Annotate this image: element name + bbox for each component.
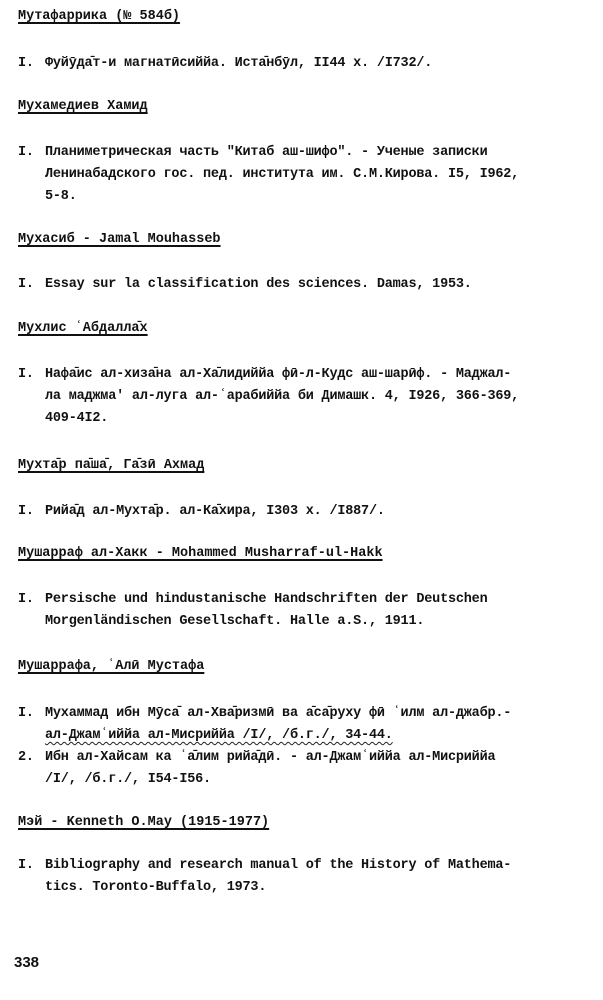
entry-line: 409-4I2. bbox=[45, 411, 109, 426]
author-heading-mukhtar: Мухта̄р па̄ша̄, Га̄зӣ Ахмад bbox=[18, 458, 205, 473]
entry-line: 5-8. bbox=[45, 189, 77, 204]
entry-line-underlined: ал-Джамʿиййа ал-Мисриййа /I/, /б.г./, 34-44. bbox=[45, 728, 393, 743]
entry-number: I. bbox=[18, 145, 34, 160]
author-heading-musharrafa: Мушаррафа, ʿАлӣ Мустафа bbox=[18, 659, 205, 674]
author-heading-musharraf: Мушарраф ал-Хакк - Mohammed Musharraf-ul-Hakk bbox=[18, 546, 383, 561]
author-heading-mukhlis: Мухлис ʿАбдалла̄х bbox=[18, 321, 148, 336]
entry-line: Нафа̄ис ал-хиза̄на ал-Ха̄лидиййа фӣ-л-Кудс аш-шарӣф. - Маджал- bbox=[45, 367, 512, 382]
entry-number: 2. bbox=[18, 750, 34, 765]
entry-number: I. bbox=[18, 277, 34, 292]
entry-line: ла маджма' ал-луга ал-ʿарабиййа би Димашк. 4, I926, 366-369, bbox=[45, 389, 520, 404]
entry-number: I. bbox=[18, 367, 34, 382]
entry-line: Ибн ал-Хайсам ка ʿа̄лим рийа̄дӣ. - ал-Джамʿиййа ал-Мисриййа bbox=[45, 750, 496, 765]
author-heading-may: Мэй - Kenneth O.May (1915-1977) bbox=[18, 815, 270, 830]
entry-number: I. bbox=[18, 706, 34, 721]
entry-line: Ленинабадского гос. пед. института им. С.М.Кирова. I5, I962, bbox=[45, 167, 520, 182]
entry-number: I. bbox=[18, 858, 34, 873]
entry-line: /I/, /б.г./, I54-I56. bbox=[45, 772, 211, 787]
entry-line: Планиметрическая часть "Китаб аш-шифо". - Ученые записки bbox=[45, 145, 488, 160]
entry-line: Persische und hindustanische Handschriften der Deutschen bbox=[45, 592, 488, 607]
entry-line: Morgenländischen Gesellschaft. Halle a.S., 1911. bbox=[45, 614, 425, 629]
entry-line: Bibliography and research manual of the History of Mathema- bbox=[45, 858, 512, 873]
entry-line: Essay sur la classification des sciences. Damas, 1953. bbox=[45, 277, 472, 292]
entry-line: Фуйӯда̄т-и магнатӣсиййа. Иста̄нбӯл, II44 х. /I732/. bbox=[45, 56, 433, 71]
entry-line: Мухаммад ибн Мӯса̄ ал-Хва̄ризмӣ ва а̄са̄руху фӣ ʿилм ал-джабр.- bbox=[45, 706, 512, 721]
entry-number: I. bbox=[18, 504, 34, 519]
entry-line: tics. Toronto-Buffalo, 1973. bbox=[45, 880, 267, 895]
author-heading-mukhamediev: Мухамедиев Хамид bbox=[18, 99, 148, 114]
author-heading-mutafarrika: Мутафаррика (№ 584б) bbox=[18, 9, 181, 24]
entry-number: I. bbox=[18, 592, 34, 607]
page-number: 338 bbox=[14, 954, 40, 971]
entry-line: Рийа̄д ал-Мухта̄р. ал-Ка̄хира, I303 х. /I887/. bbox=[45, 504, 385, 519]
entry-number: I. bbox=[18, 56, 34, 71]
author-heading-mukhasib: Мухасиб - Jamal Mouhasseb bbox=[18, 232, 221, 247]
